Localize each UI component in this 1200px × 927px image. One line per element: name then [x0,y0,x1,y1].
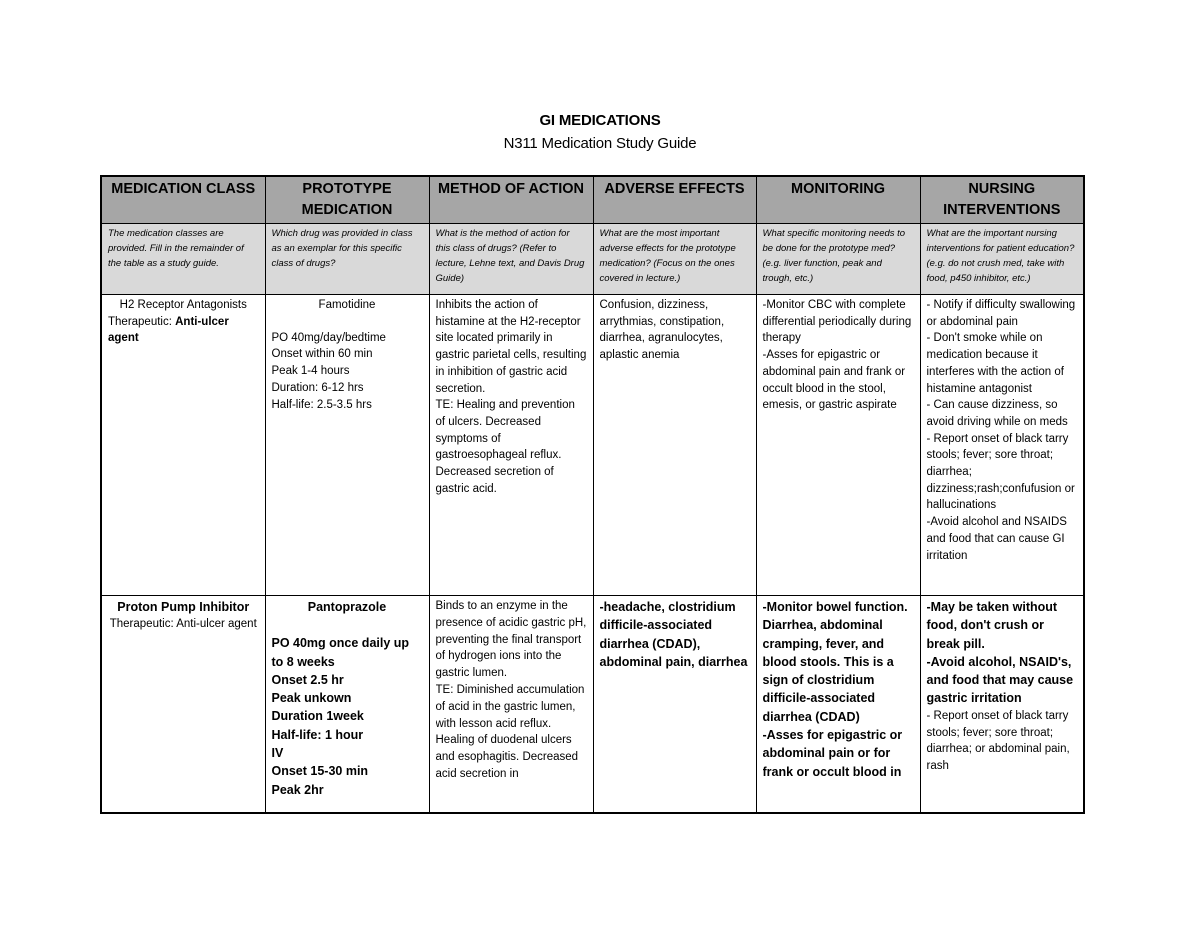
prototype-details: PO 40mg/day/bedtime Onset within 60 min Peak 1-4 hours Duration: 6-12 hrs Half-life: 2.5-3.5 hrs [271,331,386,411]
column-header-medication-class: MEDICATION CLASS [101,176,265,224]
cell-prototype-medication [265,596,429,814]
medication-table [100,175,1085,814]
monitoring-text: -Monitor bowel function. Diarrhea, abdominal cramping, fever, and blood stools. This is a sign of clostridium difficile-associated diarrhea (CDAD) -Asses for epigastric or abdominal pain or for frank or occult blood in [762,600,908,779]
prompt-nursing-interventions: What are the important nursing interventions for patient education? (e.g. do not crush med, take with food, p450 inhibitor, etc.) [920,224,1084,295]
prototype-name: Famotidine [318,299,376,311]
prompt-method-of-action: What is the method of action for this class of drugs? (Refer to lecture, Lehne text, and Davis Drug Guide) [429,224,593,295]
cell-nursing-interventions [920,596,1084,814]
prompt-monitoring: What specific monitoring needs to be done for the prototype med? (e.g. liver function, peak and trough, etc.) [756,224,920,295]
cell-monitoring: -Monitor CBC with complete differential periodically during therapy -Asses for epigastric or abdominal pain and frank or occult blood in the stool, emesis, or gastric aspirate [756,295,920,596]
prototype-details: PO 40mg once daily up to 8 weeks Onset 2.5 hr Peak unkown Duration 1week Half-life: 1 hour IV Onset 15-30 min Peak 2hr [271,636,410,797]
document-subtitle: N311 Medication Study Guide [503,135,697,152]
cell-adverse-effects: -headache, clostridium difficile-associated diarrhea (CDAD), abdominal pain, diarrhea [593,596,756,814]
column-header-adverse-effects: ADVERSE EFFECTS [593,176,756,224]
class-name: Proton Pump Inhibitor [117,600,250,614]
prototype-name: Pantoprazole [307,600,387,614]
cell-medication-class [101,596,265,814]
cell-medication-class [101,295,265,596]
class-name: H2 Receptor Antagonists [119,299,247,311]
cell-method-of-action [429,596,593,814]
table-row [101,295,1084,596]
prompt-prototype-medication: Which drug was provided in class as an exemplar for this specific class of drugs? [265,224,429,295]
class-therapeutic-label: Therapeutic: [108,315,176,328]
class-therapeutic-value: Anti-ulcer agent [108,315,229,345]
table-row [101,596,1084,814]
column-header-nursing-interventions: NURSING INTERVENTIONS [920,176,1084,224]
nursing-bold-text: -May be taken without food, don't crush or break pill. -Avoid alcohol, NSAID's, and food that may cause gastric irritation [926,600,1074,706]
cell-nursing-interventions: - Notify if difficulty swallowing or abdominal pain - Don't smoke while on medication because it interferes with the action of histamine antagonist - Can cause dizziness, so avoid driving while on meds - Report onset of black tarry stools; fever; sore throat; diarrhea; dizziness;rash;confufusion or hallucinations -Avoid alcohol and NSAIDS and food that can cause GI irritation [920,295,1084,596]
column-header-monitoring: MONITORING [756,176,920,224]
nursing-regular-text: - Report onset of black tarry stools; fever; sore throat; diarrhea; or abdominal pain, rash [926,709,1070,773]
header-row [101,176,1084,224]
cell-monitoring [756,596,920,814]
prompt-adverse-effects: What are the most important adverse effects for the prototype medication? (Focus on the ones covered in lecture.) [593,224,756,295]
prompt-medication-class: The medication classes are provided. Fill in the remainder of the table as a study guide. [101,224,265,295]
column-header-method-of-action: METHOD OF ACTION [429,176,593,224]
column-header-prototype-medication: PROTOTYPE MEDICATION [265,176,429,224]
document-title-block [0,110,1200,156]
class-therapeutic: Therapeutic: Anti-ulcer agent [109,618,257,631]
cell-prototype-medication [265,295,429,596]
action-text: Binds to an enzyme in the presence of acidic gastric pH, preventing the final transport of hydrogen ions into the gastric lumen. TE: Diminished accumulation of acid in the gastric lumen, with lesson acid reflux. Healing of duodenal ulcers and esophagitis. Decreased acid secretion in [435,600,587,780]
cell-adverse-effects: Confusion, dizziness, arrythmias, constipation, diarrhea, agranulocytes, aplastic anemia [593,295,756,596]
document-title: GI MEDICATIONS [539,112,661,129]
prompt-row [101,224,1084,295]
cell-method-of-action: Inhibits the action of histamine at the H2-receptor site located primarily in gastric parietal cells, resulting in inhibition of gastric acid secretion. TE: Healing and prevention of ulcers. Decreased symptoms of gastroesophageal reflux. Decreased secretion of gastric acid. [429,295,593,596]
